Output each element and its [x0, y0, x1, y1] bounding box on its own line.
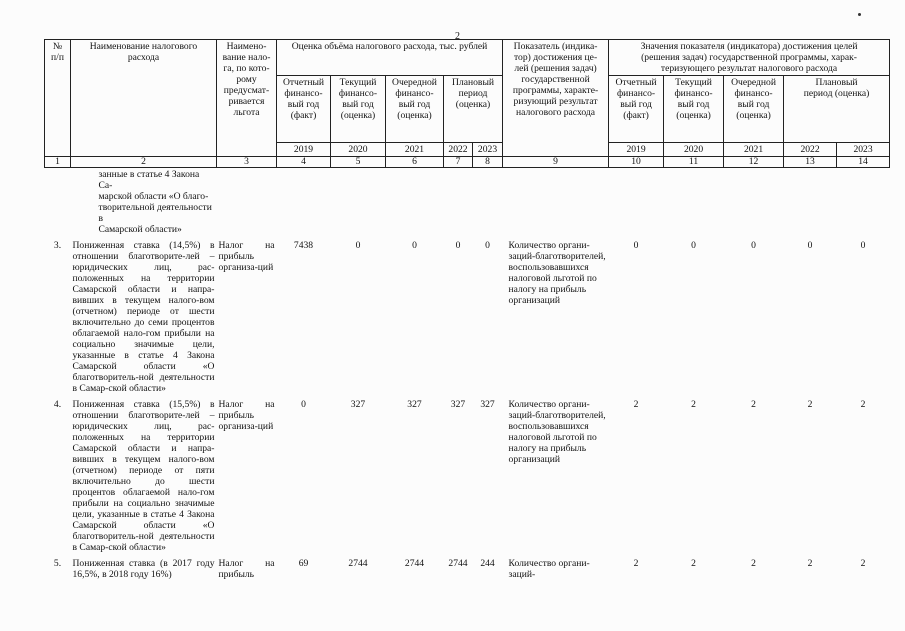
row-tax: Налог на прибыль организа-ций: [218, 399, 275, 432]
row-indicator: Количество органи-заций-благотворителей, воспользовавшихся налоговой льготой по налогу на прибыль организаций: [508, 399, 606, 465]
row-number: 3.: [53, 240, 62, 251]
estimate-value: 2744: [448, 558, 468, 569]
tax-expenditure-table: [44, 39, 890, 581]
estimate-value: 327: [480, 399, 495, 410]
indicator-value: 2: [633, 558, 639, 569]
header-val-reported: Отчетный финансо- вый год (факт): [609, 76, 664, 143]
indicator-value: 0: [751, 240, 756, 251]
column-number: 4: [277, 157, 331, 168]
estimate-value: 0: [485, 240, 490, 251]
header-est-plan: Плановый период (оценка): [444, 76, 503, 143]
indicator-value: 2: [807, 558, 813, 569]
row-number: 4.: [53, 399, 62, 410]
estimate-value: 0: [455, 240, 461, 251]
header-est-reported: Отчетный финансо- вый год (факт): [277, 76, 331, 143]
column-number: 5: [331, 157, 386, 168]
header-name: Наименование налогового расхода: [71, 40, 217, 157]
indicator-value: 0: [860, 240, 866, 251]
column-number: 3: [217, 157, 277, 168]
estimate-value: 7438: [293, 240, 314, 251]
indicator-value: 2: [691, 558, 696, 569]
indicator-value: 0: [807, 240, 813, 251]
column-number: 10: [609, 157, 664, 168]
header-val-current: Текущий финансо- вый год (оценка): [664, 76, 724, 143]
header-tax: Наимено- вание нало- га, по кото- рому предусмат- ривается льгота: [217, 40, 277, 157]
header-val-plan: Плановый период (оценка): [784, 76, 890, 143]
indicator-value: 2: [860, 558, 866, 569]
header-val-next: Очередной финансо- вый год (оценка): [724, 76, 784, 143]
year-cell: 2021: [724, 143, 784, 157]
column-number: 14: [837, 157, 890, 168]
year-cell: 2019: [277, 143, 331, 157]
table-row: [45, 395, 890, 554]
indicator-value: 2: [691, 399, 696, 410]
year-cell: 2023: [473, 143, 503, 157]
header-est-current: Текущий финансо- вый год (оценка): [331, 76, 386, 143]
header-indicator: Показатель (индика- тор) достижения це- лей (решения задач) государственной программы, характе- ризующий результат налогового расхода: [503, 40, 609, 157]
row-number: 5.: [53, 558, 62, 569]
column-number: 13: [784, 157, 837, 168]
column-number: 1: [45, 157, 71, 168]
year-cell: 2019: [609, 143, 664, 157]
year-cell: 2021: [386, 143, 444, 157]
table-row: [45, 236, 890, 395]
column-number: 2: [71, 157, 217, 168]
year-cell: 2022: [784, 143, 837, 157]
indicator-value: 2: [633, 399, 639, 410]
estimate-value: 327: [450, 399, 466, 410]
column-number: 7: [444, 157, 473, 168]
year-cell: 2023: [837, 143, 890, 157]
scan-speck: [858, 13, 861, 16]
row-name: Пониженная ставка (14,5%) в отношении благотворите-лей – юридических лиц, рас-положенных на территории Самарской области и напра-вивших в текущем налого-вом (отчетном) периоде от шести включительно до семи процентов облагаемой нало-гом прибыли на социально значимые цели, указанные в статье 4 Закона Самарской области «О благотворитель-ной деятельности в Самар-ской области»: [72, 240, 215, 394]
indicator-value: 2: [751, 399, 756, 410]
row-name: Пониженная ставка (в 2017 году 16,5%, в 2018 году 16%): [72, 558, 215, 580]
header-row-number: № п/п: [45, 40, 71, 157]
column-number: 11: [664, 157, 724, 168]
estimate-value: 327: [407, 399, 422, 410]
column-number: 6: [386, 157, 444, 168]
indicator-value: 2: [860, 399, 866, 410]
year-cell: 2020: [331, 143, 386, 157]
column-number: 9: [503, 157, 609, 168]
header-estimate: Оценка объёма налогового расхода, тыс. рублей: [277, 40, 503, 76]
column-number: 12: [724, 157, 784, 168]
estimate-value: 244: [480, 558, 495, 569]
continuation-row: [45, 168, 890, 237]
estimate-value: 69: [298, 558, 309, 569]
estimate-value: 0: [355, 240, 361, 251]
row-name: Пониженная ставка (15,5%) в отношении благотворите-лей – юридических лиц, рас-положенных на территории Самарской области и напра-вивших в текущем налого-вом (отчетном) периоде от пяти включительно до шести процентов облагаемой нало-гом прибыли на социально значимые цели, указанные в статье 4 Закона Самарской области «О благотворитель-ной деятельности в Самар-ской области»: [72, 399, 215, 553]
estimate-value: 0: [412, 240, 417, 251]
year-cell: 2022: [444, 143, 473, 157]
indicator-value: 0: [633, 240, 639, 251]
column-number: 8: [473, 157, 503, 168]
indicator-value: 0: [691, 240, 696, 251]
page-number: 2: [455, 31, 460, 42]
estimate-value: 0: [301, 399, 306, 410]
table-row: [45, 554, 890, 581]
estimate-value: 2744: [404, 558, 425, 569]
row-tax: Налог на прибыль: [218, 558, 275, 580]
header-values: Значения показателя (индикатора) достижения целей (решения задач) государственной программы, харак- теризующего результат налогового расхода: [609, 40, 890, 76]
year-cell: 2020: [664, 143, 724, 157]
row-tax: Налог на прибыль организа-ций: [218, 240, 275, 273]
estimate-value: 327: [350, 399, 366, 410]
continuation-text: занные в статье 4 Закона Са- марской области «О благо- творительной деятельности в Самарской области»: [98, 169, 212, 235]
indicator-value: 2: [807, 399, 813, 410]
estimate-value: 2744: [348, 558, 368, 569]
header-est-next: Очередной финансо- вый год (оценка): [386, 76, 444, 143]
row-indicator: Количество органи-заций-благотворителей, воспользовавшихся налоговой льготой по налогу на прибыль организаций: [508, 240, 606, 306]
row-indicator: Количество органи-заций-: [508, 558, 590, 580]
indicator-value: 2: [751, 558, 756, 569]
